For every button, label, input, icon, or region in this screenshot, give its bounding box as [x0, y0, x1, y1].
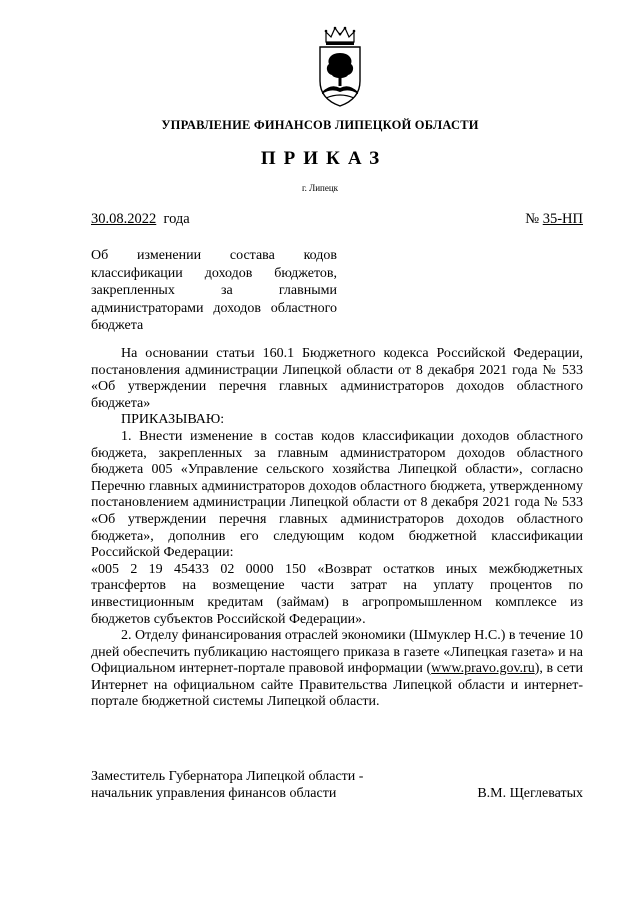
- document-title: ПРИКАЗ: [260, 148, 388, 169]
- document-subject: Об изменении состава кодов классификации доходов бюджетов, закрепленных за главными администраторами доходов областного бюджета: [91, 248, 337, 333]
- item-1-code-paragraph: «005 2 19 45433 02 0000 150 «Возврат остатков иных межбюджетных трансфертов на возмещение части затрат на уплату процентов по инвестиционным кредитам (займам) в агропромышленном комплексе из бюджетов субъектов Российской Федерации».: [91, 561, 583, 627]
- order-word: ПРИКАЗЫВАЮ:: [121, 412, 225, 428]
- signer-position: начальник управления финансов области: [91, 786, 337, 801]
- item-2-text-end: ), в сети Интернет на официальном сайте Правительства Липецкой области и интернет-портале бюджетной системы Липецкой области.: [91, 661, 584, 710]
- document-date: [91, 211, 190, 228]
- item-2-text: 2. Отделу финансирования отраслей экономики (Шмуклер Н.С.) в течение 10 дней обеспечить публикацию настоящего приказа в газете «Липецкая газета» и на Официальном интернет-портале правовой информации (: [91, 628, 583, 677]
- city-label: г. Липецк: [301, 183, 339, 193]
- date-suffix: года: [163, 211, 190, 227]
- signature-block: [91, 768, 583, 802]
- preamble-paragraph: На основании статьи 160.1 Бюджетного кодекса Российской Федерации, постановления администрации Липецкой области от 8 декабря 2021 года № 533 «Об утверждении перечня главных администраторов доходов областного бюджета»: [91, 346, 583, 411]
- signer-name: В.М. Щеглеватых: [477, 786, 583, 801]
- date-value: 30.08.2022: [91, 211, 157, 227]
- pravo-gov-link[interactable]: www.pravo.gov.ru: [431, 661, 535, 677]
- signer-position-line-1: Заместитель Губернатора Липецкой области -: [91, 769, 364, 784]
- item-1-paragraph: 1. Внести изменение в состав кодов классификации доходов областного бюджета, закрепленных за главным администратором доходов областного бюджета 005 «Управление сельского хозяйства Липецкой области», согласно Перечню главных администраторов доходов областного бюджета, утвержденному постановлением администрации Липецкой области от 8 декабря 2021 года № 533 «Об утверждении перечня главных администраторов доходов областного бюджета», дополнив его следующим кодом бюджетной классификации Российской Федерации:: [91, 428, 583, 561]
- number-value: 35-НП: [542, 211, 583, 227]
- document-number: [525, 211, 583, 228]
- document-body: [91, 346, 583, 711]
- signer-position-line-2: [91, 785, 583, 802]
- item-2-paragraph: [91, 628, 583, 711]
- number-prefix: №: [525, 211, 540, 227]
- organization-name: УПРАВЛЕНИЕ ФИНАНСОВ ЛИПЕЦКОЙ ОБЛАСТИ: [161, 118, 479, 132]
- coat-of-arms-icon: [317, 26, 363, 108]
